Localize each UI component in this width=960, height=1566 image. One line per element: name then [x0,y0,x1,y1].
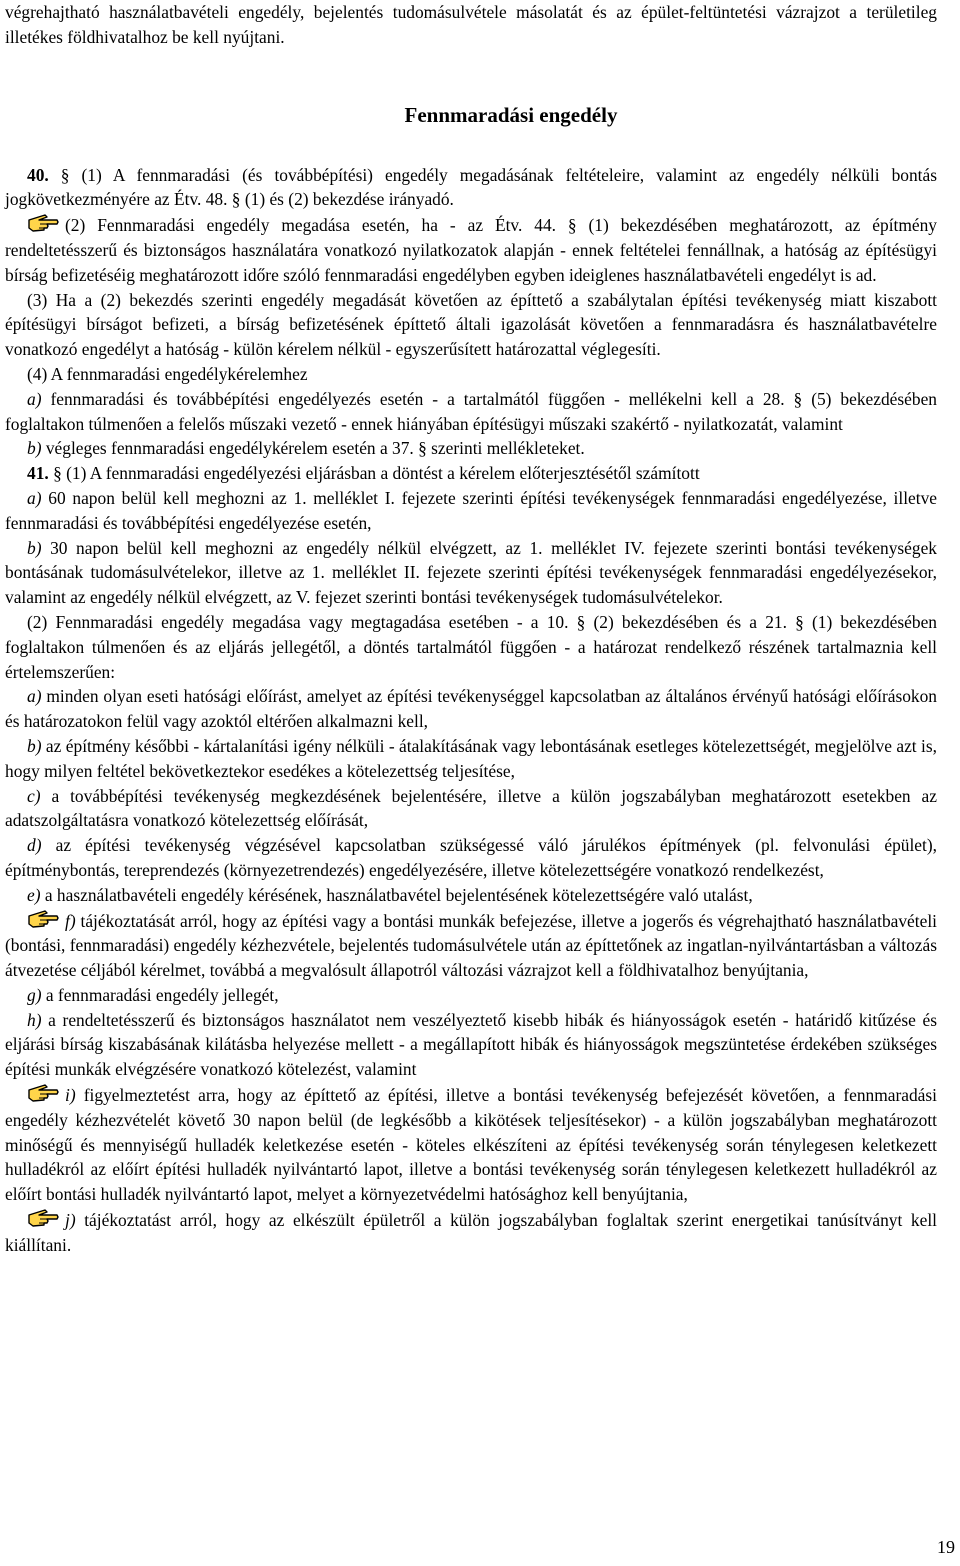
pointing-hand-icon [27,212,61,233]
page-number: 19 [937,1537,955,1558]
item-label: a) [27,388,42,409]
item-text: 30 napon belül kell meghozni az engedély nélkül elvégzett, az 1. melléklet IV. fejezete szerinti bontási tevékenységek bontásának tudomásulvételekor, illetve az 1. melléklet II. fejezete szerinti építési tevékenységek fennmaradási engedélyezésekor, valamint az engedély nélkül elvégzett, az V. fejezet szerinti bontási tevékenységek tudomásulvételekor. [5,537,937,608]
item-text: a használatbavételi engedély kérésének, használatbavétel bejelentésének kötelezettségére való utalást, [40,884,753,905]
item-text: végleges fennmaradási engedélykérelem esetén a 37. § szerinti mellékleteket. [41,438,585,459]
pointing-hand-icon [27,1082,61,1103]
pointing-hand-icon [27,908,61,929]
item-label: c) [27,785,41,806]
section-40-paragraph-4: (4) A fennmaradási engedélykérelemhez [27,363,308,384]
section-40-paragraph-3: (3) Ha a (2) bekezdés szerinti engedély megadását követően az építtető a szabálytalan építési tevékenység miatt kiszabott építésügyi bírságot befizeti, a bírság befizetésének építtető általi igazolását követően a fennmaradásra és használatbavételre vonatkozó engedélyt a hatóság - külön kérelem nélkül - egyszerűsített határozattal véglegesíti. [5,289,937,360]
item-text: a fennmaradási engedély jellegét, [41,984,279,1005]
item-text: az építési tevékenység végzésével kapcsolatban szükségessé váló járulékos építmények (pl. felvonulási épület), építménybontás, tereprendezés (környezetrendezés) engedélyezésére, illetve kötelezettségére vonatkozó rendelkezést, [5,835,937,880]
item-label: b) [27,735,42,756]
item-label: h) [27,1009,42,1030]
list-item-i [5,1082,937,1207]
item-label: d) [27,835,42,856]
item-text: a továbbépítési tevékenység megkezdésének bejelentésére, illetve a külön jogszabályban meghatározott esetekben az adatszolgáltatásra vonatkozó kötelezettség előírását, [5,785,937,831]
section-41-paragraph-1 [5,461,937,486]
item-label: b) [27,537,42,558]
section-41-item-b [5,536,937,610]
section-40-item-b [5,436,937,461]
item-label: g) [27,984,42,1005]
section-40-paragraph-1 [5,163,937,213]
list-item-c [5,784,937,834]
item-text: a rendeltetésszerű és biztonságos használatot nem veszélyeztető kisebb hibák és hiányosságok esetén - határidő kitűzése és eljárási bírság kiszabásának kilátásba helyezése mellett - a megállapított hibák és hiányosságok megszüntetése érdekében szükséges építési munkák elvégzésére vonatkozó kötelezést, valamint [5,1009,937,1080]
list-item-j [5,1207,937,1258]
item-text: figyelmeztetést arra, hogy az építtető az építési, illetve a bontási tevékenység befejezését követően, a fennmaradási engedély kézhezvételét követő 30 napon belül (de legkésőbb a kikötések teljesítésekor) - a külön jogszabályban meghatározott minőségű és mennyiségű hulladék keletkezése esetén - köteles elkészíteni az építési tevékenység során ténylegesen keletkezett hulladékról az előírt építési hulladék nyilvántartó lapot, illetve a bontási tevékenység során ténylegesen keletkezett hulladékról az előírt bontási hulladék nyilvántartó lapot, melyet a környezetvédelmi hatósághoz kell benyújtania, [5,1085,937,1205]
item-label: a) [27,686,42,707]
pointing-hand-icon [27,1207,61,1228]
section-41-number: 41. [27,463,49,484]
document-page [5,0,937,1258]
item-label: e) [27,884,41,905]
item-label: j) [65,1210,76,1231]
section-41-paragraph-2: (2) Fennmaradási engedély megadása vagy megtagadása esetében - a 10. § (2) bekezdésében és a 21. § (1) bekezdésében foglaltakon túlmenően és az eljárás jellegétől, a döntés tartalmától függően - a határozat rendelkező részének tartalmaznia kell értelemszerűen: [5,611,937,682]
list-item-b [5,734,937,784]
intro-paragraph: végrehajtható használatbavételi engedély, bejelentés tudomásulvétele másolatát és az épület-feltüntetési vázrajzot a területileg illetékes földhivatalhoz be kell nyújtani. [5,2,937,47]
item-label: f) [65,910,76,931]
list-item-e [5,883,937,908]
list-item-a [5,684,937,734]
section-40-item-a [5,387,937,437]
item-text: az építmény későbbi - kártalanítási igény nélküli - átalakításának vagy lebontásának esetleges kötelezettségét, megjelölve azt is, hogy milyen feltétel bekövetkeztekor esedékes a kötelezettség teljesítése, [5,735,937,781]
section-40-text-2: (2) Fennmaradási engedély megadása esetén, ha - az Étv. 44. § (1) bekezdésében meghatározott, az építmény rendeltetésszerű és biztonságos használatára vonatkozó nyilatkozatok alapján - ennek feltételei fennállnak, a hatóság az építésügyi bírság befizetéséig meghatározott időre szóló fennmaradási engedélyben egyben ideiglenes használatbavételi engedélyt is ad. [5,215,937,285]
section-40-number: 40. [27,164,49,185]
item-text: 60 napon belül kell meghozni az 1. melléklet I. fejezete szerinti építési tevékenységek fennmaradási engedélyezése, illetve fennmaradási és továbbépítési engedélyezése esetén, [5,487,937,533]
list-item-g [5,983,937,1008]
item-text: tájékoztatását arról, hogy az építési vagy a bontási munkák befejezése, illetve a jogerős és végrehajtható használatbavételi (bontási, fennmaradási) engedély kézhezvétele, bejelentés tudomásulvétele után az építtetőnek az ingatlan-nyilvántartásban a változás átvezetése céljából kérelmet, továbbá a megvalósult állapotról változási vázrajzot kell a földhivatalhoz benyújtania, [5,910,937,981]
item-label: i) [65,1085,76,1106]
section-heading: Fennmaradási engedély [404,102,618,127]
item-label: b) [27,438,42,459]
section-40-text-1: § (1) A fennmaradási (és továbbépítési) engedély megadásának feltételeire, valamint az engedély nélküli bontás jogkövetkezményére az Étv. 48. § (1) és (2) bekezdése irányadó. [5,164,937,210]
section-40-paragraph-2 [5,212,937,287]
section-41-text-1: § (1) A fennmaradási engedélyezési eljárásban a döntést a kérelem előterjesztésétől számított [48,463,700,484]
item-text: minden olyan eseti hatósági előírást, amelyet az építési tevékenységgel kapcsolatban az általános érvényű hatósági előírásokon és határozatokon felül vagy azoktól eltérően alkalmazni kell, [5,686,937,732]
list-item-d [5,833,937,883]
item-text: fennmaradási és továbbépítési engedélyezés esetén - a tartalmától függően - mellékelni kell a 28. § (5) bekezdésében foglaltakon túlmenően a felelős műszaki vezető - ennek hiányában építésügyi műszaki szakértő - nyilatkozatát, valamint [5,388,937,434]
section-41-item-a [5,486,937,536]
list-item-h [5,1008,937,1082]
item-text: tájékoztatást arról, hogy az elkészült épületről a külön jogszabályban foglaltak szerint energetikai tanúsítványt kell kiállítani. [5,1210,937,1255]
item-label: a) [27,487,42,508]
list-item-f [5,908,937,983]
